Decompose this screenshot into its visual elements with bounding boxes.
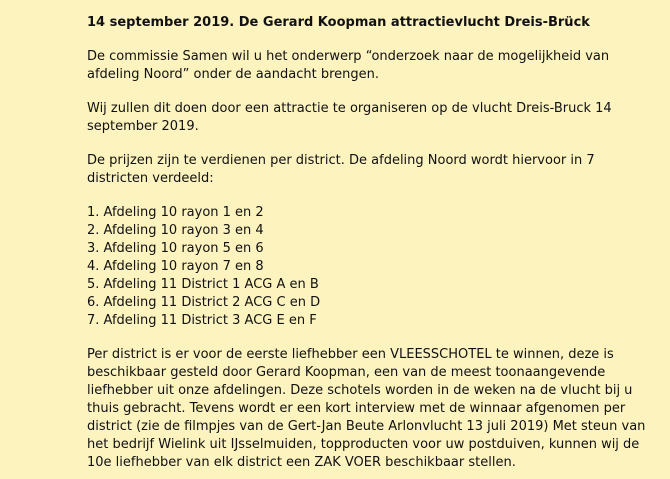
list-item: 7. Afdeling 11 District 3 ACG E en F: [87, 313, 317, 328]
list-item: 2. Afdeling 10 rayon 3 en 4: [87, 223, 264, 238]
event-paragraph: Wij zullen dit doen door een attractie te organiseren op de vlucht Dreis-Bruck 14 september 2019.: [87, 101, 612, 134]
list-item: 6. Afdeling 11 District 2 ACG C en D: [87, 295, 321, 310]
closing-paragraph: Per district is er voor de eerste liefhebber een VLEESSCHOTEL te winnen, deze is beschikbaar gesteld door Gerard Koopman, een van de meest toonaangevende liefhebber uit onze afdelingen. Deze schotels worden in de weken na de vlucht bij u thuis gebracht. Tevens wordt er een kort interview met de winnaar afgenomen per district (zie de filmpjes van de Gert-Jan Beute Arlonvlucht 13 juli 2019) Met steun van het bedrijf Wielink uit IJsselmuiden, topproducten voor uw postduiven, kunnen wij de 10e liefhebber van elk district een ZAK VOER beschikbaar stellen.: [87, 347, 646, 470]
list-item: 1. Afdeling 10 rayon 1 en 2: [87, 205, 264, 220]
list-item: 5. Afdeling 11 District 1 ACG A en B: [87, 277, 319, 292]
intro-paragraph: De commissie Samen wil u het onderwerp “onderzoek naar de mogelijkheid van afdeling Noord” onder de aandacht brengen.: [87, 49, 610, 82]
list-item: 4. Afdeling 10 rayon 7 en 8: [87, 259, 264, 274]
list-item: 3. Afdeling 10 rayon 5 en 6: [87, 241, 264, 256]
district-list: [87, 204, 650, 330]
article-title: 14 september 2019. De Gerard Koopman attractievlucht Dreis-Brück: [87, 15, 590, 30]
prizes-paragraph: De prijzen zijn te verdienen per district. De afdeling Noord wordt hiervoor in 7 districten verdeeld:: [87, 153, 595, 186]
